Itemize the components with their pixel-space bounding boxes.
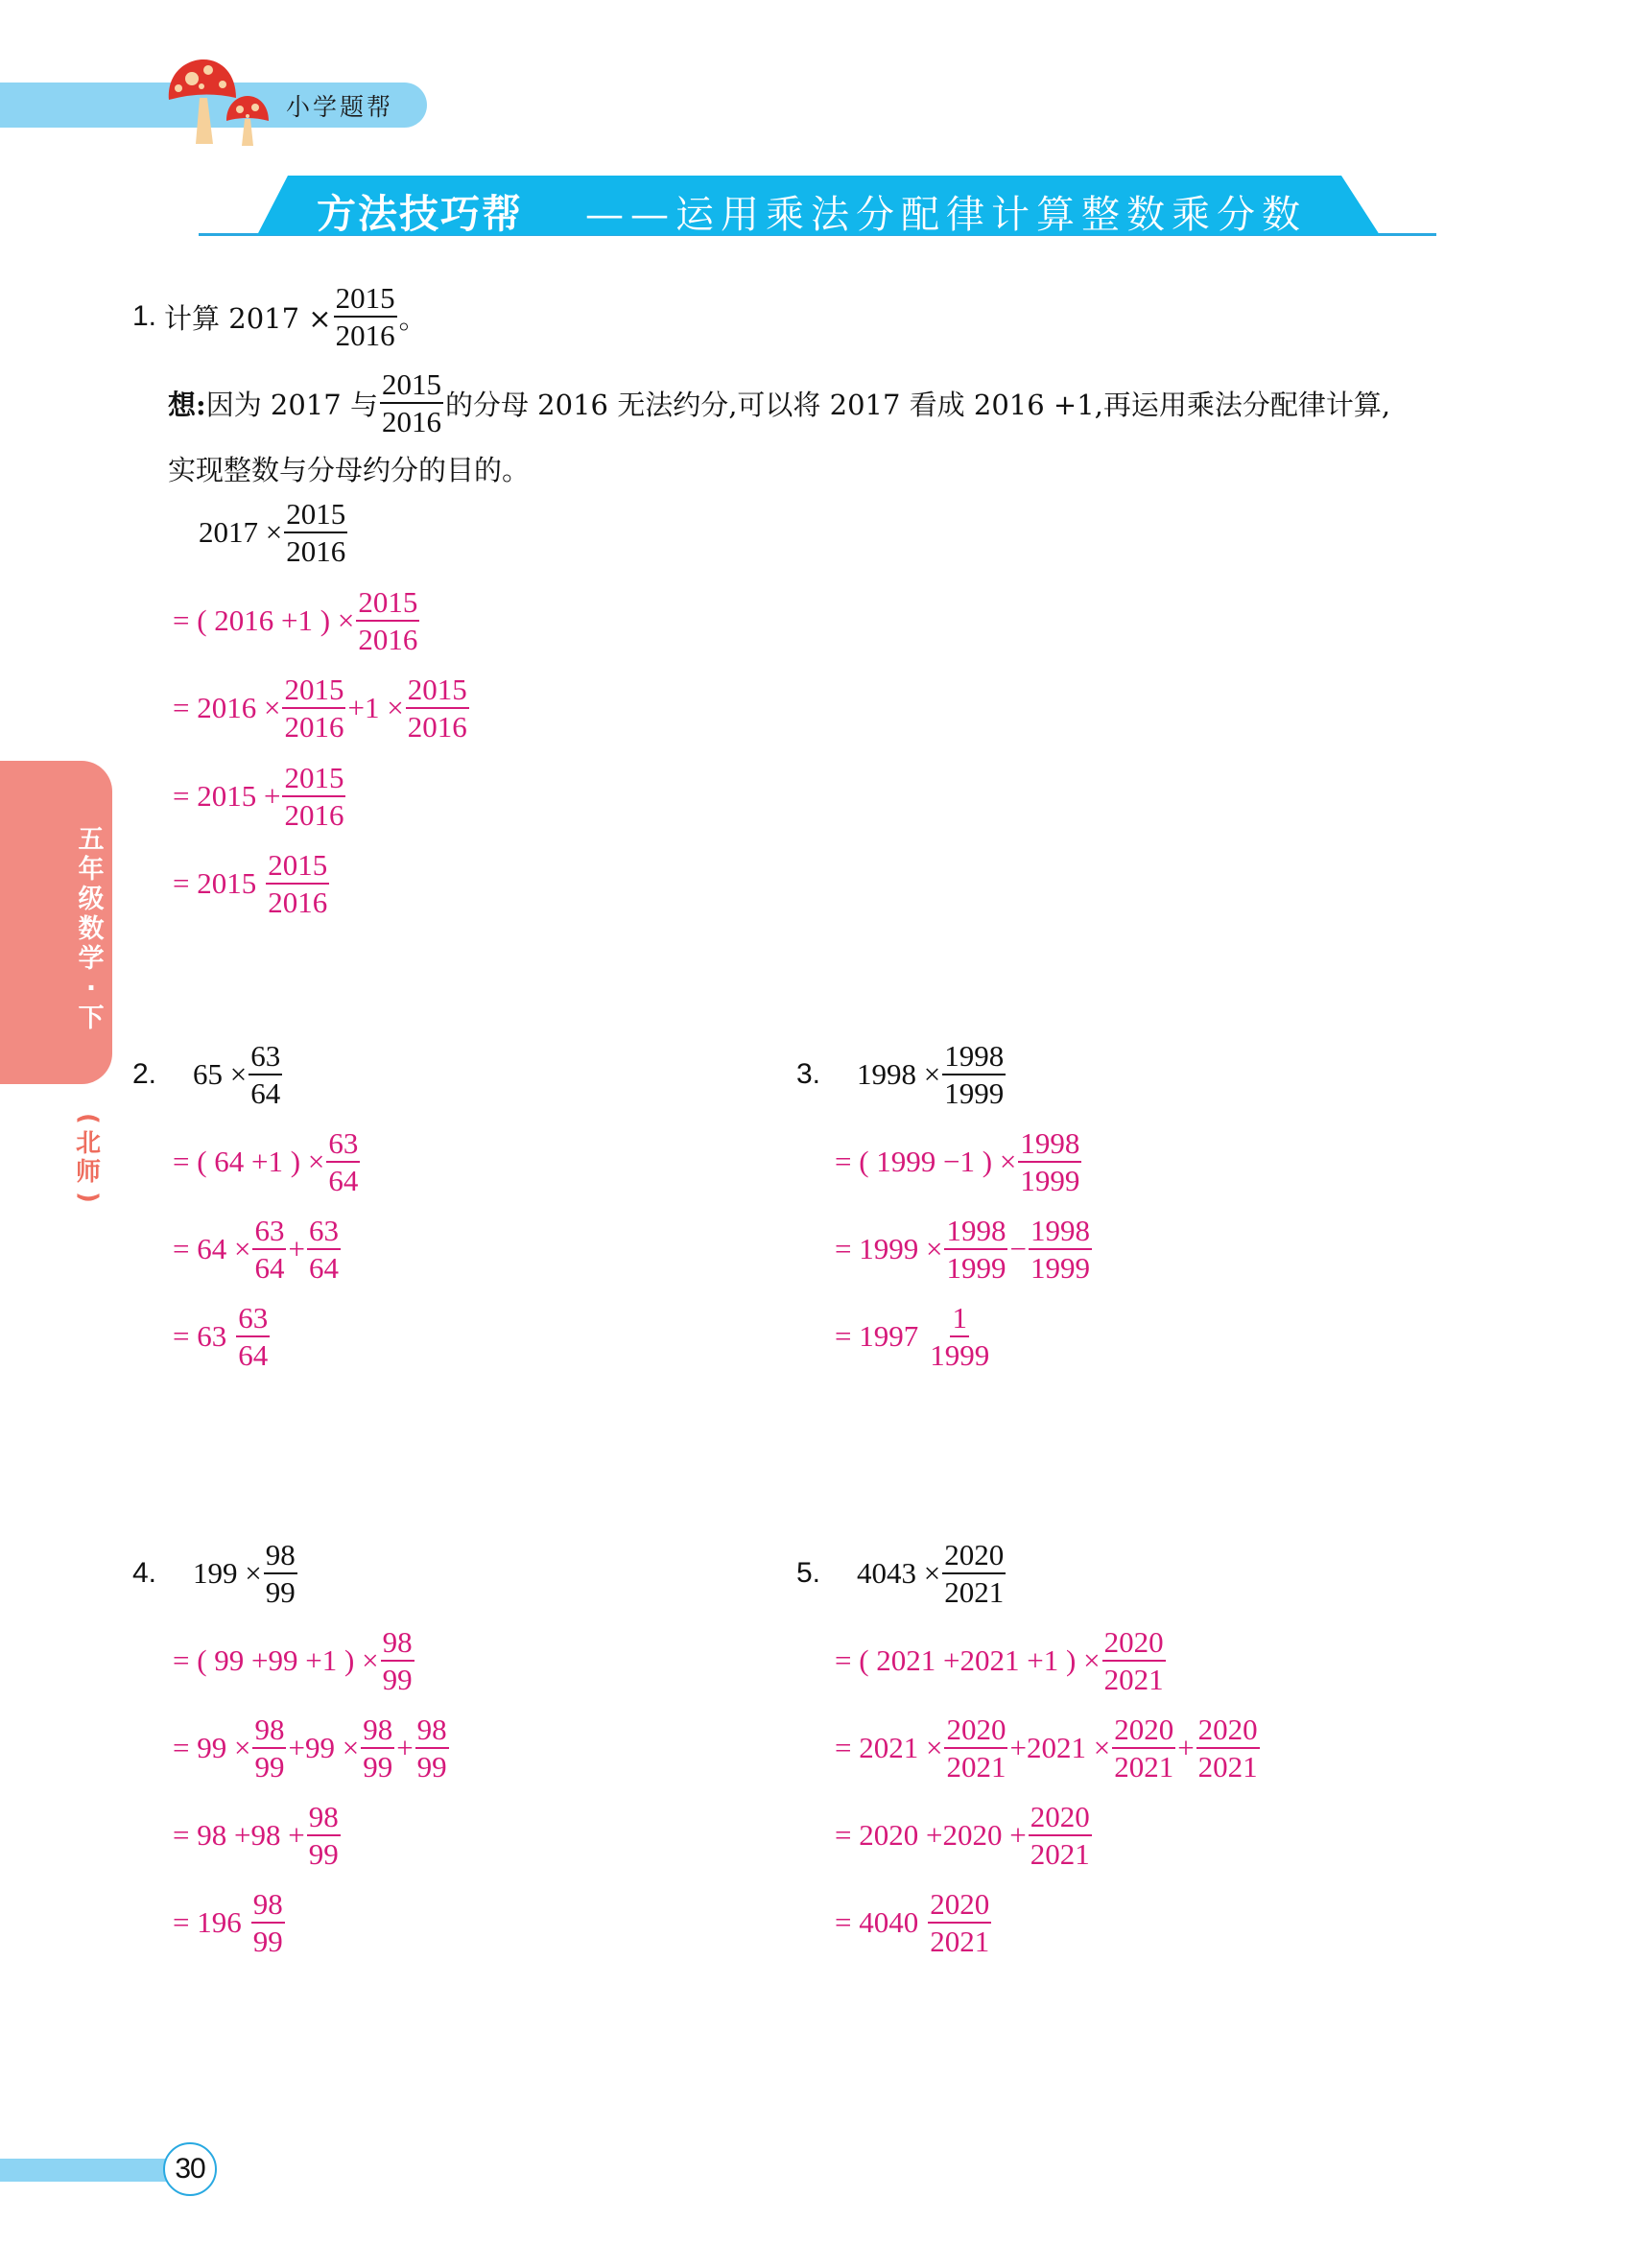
prompt-text: 计算 2017 × [164,301,332,335]
step-line: = 99 × $\frac{98}{99}$ +99 × $\frac{98}{99}$ + $\frac{98}{99}$ [173,1713,447,1784]
problem-number: 1. [132,300,157,332]
fraction: $\frac{2015}{2016}$ [381,367,441,438]
step-line: = 2015 + $\frac{2015}{2016}$ [173,761,344,832]
paren-open: ( [74,1113,103,1124]
step-line: = 2021 × $\frac{2020}{2021}$ +2021 × $\frac{2020}{2021}$ + $\frac{2020}{2021}$ [835,1713,1258,1784]
answer-line: = 4040 $\frac{2020}{2021}$ [835,1887,990,1958]
answer-line: = 2015 $\frac{2015}{2016}$ [173,848,328,919]
grade-label: 五年级数学·下 [78,825,105,1033]
problem-number: 2. [132,1058,157,1090]
think-label: 想: [168,388,206,421]
answer-line: = 63 $\frac{63}{64}$ [173,1301,269,1372]
problem-number: 5. [796,1557,821,1589]
step-line: = 98 +98 + $\frac{98}{99}$ [173,1800,339,1871]
step-line: = ( 1999 −1 ) × $\frac{1998}{1999}$ [835,1126,1080,1197]
step-line: = 2020 +2020 + $\frac{2020}{2021}$ [835,1800,1090,1871]
step-line: = 64 × $\frac{63}{64}$ + $\frac{63}{64}$ [173,1214,339,1285]
banner-title: 方法技巧帮 [317,191,523,237]
page-number: 30 [163,2142,217,2196]
answer-line: = 196 $\frac{98}{99}$ [173,1887,283,1958]
problem-number: 3. [796,1058,821,1090]
step-line: = ( 64 +1 ) × $\frac{63}{64}$ [173,1126,359,1197]
problem-2-expression: 2. 65 × $\frac{63}{64}$ [132,1039,281,1110]
fraction: $\frac{2015}{2016}$ [335,281,395,352]
problem-3-expression: 3. 1998 × $\frac{1998}{1999}$ [796,1039,1005,1110]
step-line: = ( 2021 +2021 +1 ) × $\frac{2020}{2021}$ [835,1625,1164,1696]
problem-5-expression: 5. 4043 × $\frac{2020}{2021}$ [796,1538,1005,1609]
step-line: = ( 99 +99 +1 ) × $\frac{98}{99}$ [173,1625,413,1696]
mushroom-icon [163,56,278,148]
paren-close: ) [74,1192,103,1203]
problem-1-expression: 2017 × $\frac{2015}{2016}$ [199,497,346,568]
brand-label: 小学题帮 [286,93,394,121]
banner-subtitle: ——运用乘法分配律计算整数乘分数 [585,193,1307,237]
step-line: = ( 2016 +1 ) × $\frac{2015}{2016}$ [173,585,418,656]
step-line: = 1999 × $\frac{1998}{1999}$ − $\frac{1998}{1999}$ [835,1214,1090,1285]
think-line-1: 想: 因为 2017 与 $\frac{2015}{2016}$ 的分母 2016 无法约分,可以将 2017 看成 2016 +1,再运用乘法分配律计算, [168,367,1391,438]
edition-label [69,1108,107,1208]
problem-1-prompt: 1. 计算 2017 × $\frac{2015}{2016}$ 。 [132,281,427,352]
problem-4-expression: 4. 199 × $\frac{98}{99}$ [132,1538,296,1609]
answer-line: = 1997 $\frac{1}{1999}$ [835,1301,990,1372]
step-line: = 2016 × $\frac{2015}{2016}$ +1 × $\frac{2015}{2016}$ [173,673,467,744]
footer-bar [0,2159,173,2182]
edition-text: 北师 [75,1129,101,1187]
problem-number: 4. [132,1557,157,1589]
think-line-2: 实现整数与分母约分的目的。 [168,454,531,486]
